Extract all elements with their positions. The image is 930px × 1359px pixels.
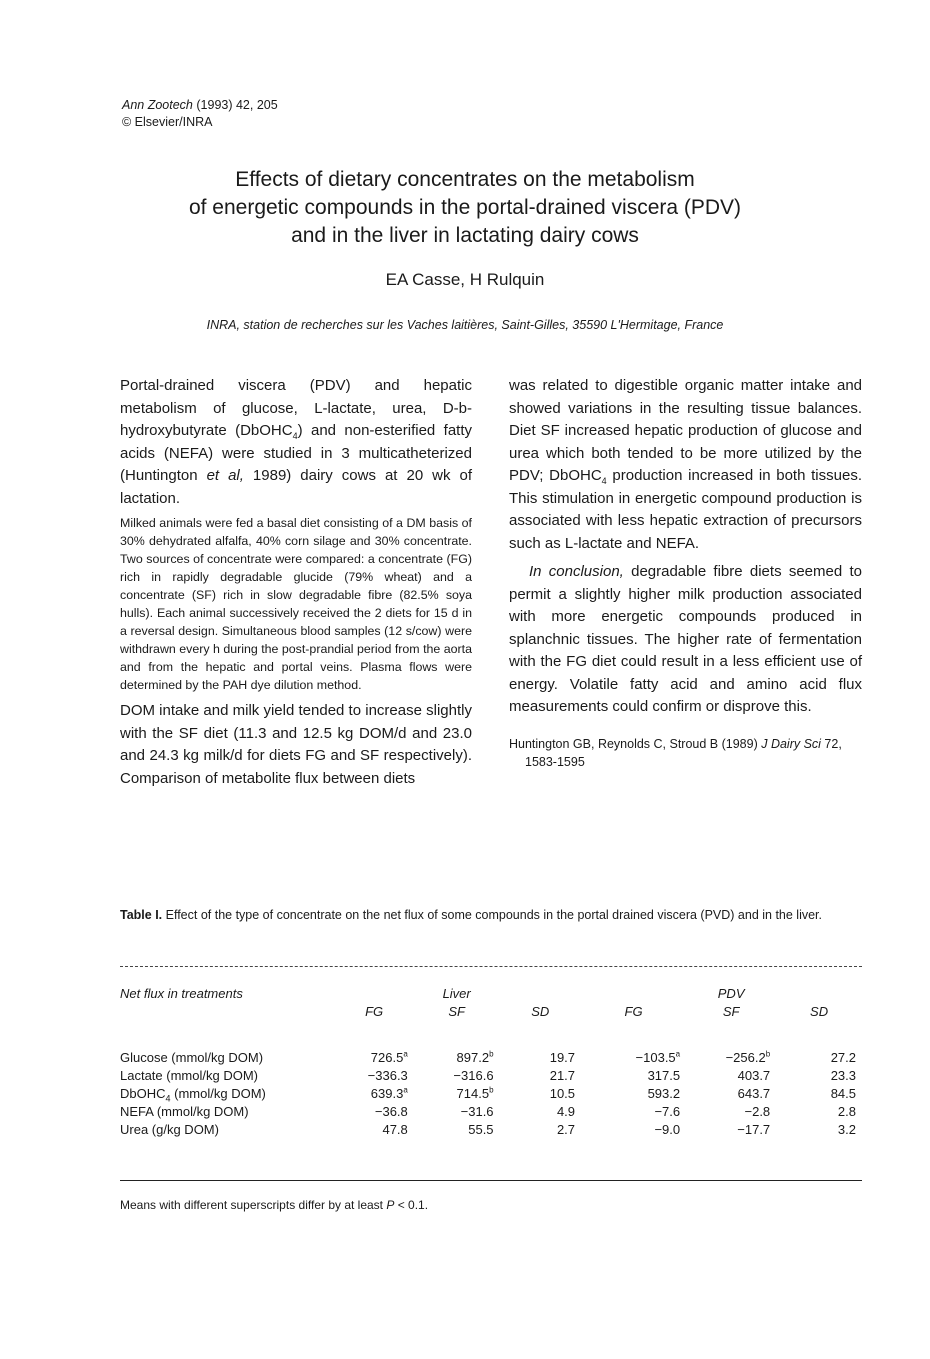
paragraph-methods: Milked animals were fed a basal diet consisting of a DM basis of 30% dehydrated alfalfa, 40% corn silage and 30% concentrate. Two sources of concentrate were compared: a concentrate (FG) rich in rapidly degradable glucide (79% wheat) and a concentrate (SF) rich in slow degradable fibre (82.5% soya hulls). Each animal successively received the 2 diets for 15 d in a reversal design. Simultaneous blood samples (12 s/cow) were withdrawn every h during the post-prandial period from the aorta and from the hepatic and portal veins. Plasma flows were determined by the PAH dye dilution method.	[120, 516, 472, 692]
table-cell: 897.2$^b$	[456, 1049, 494, 1065]
paragraph-results-start: DOM intake and milk yield tended to increase slightly with the SF diet (11.3 and 12.5 kg DOM/d and 23.0 and 24.3 kg milk/d for diets FG and SF respectively). Comparison of metabolite flux between diets	[120, 702, 472, 787]
table-cell: 47.8	[382, 1121, 408, 1137]
conclusion-text: degradable fibre diets seemed to permit a slightly higher milk production associated with more energetic compounds produced in splanchnic tissues. The higher rate of fermentation with the FG diet could result in a less efficient use of energy. Volatile fatty acid and amino acid flux measurements could confirm or disprove this.	[509, 563, 862, 715]
table-bottom-rule	[120, 1180, 862, 1181]
table-cell: −256.2$^b$	[725, 1049, 771, 1065]
table-caption	[120, 906, 850, 924]
row-label: Lactate (mmol/kg DOM)	[120, 1067, 258, 1083]
journal-volume: (1993) 42, 205	[196, 98, 278, 112]
table-caption-label: Table I.	[120, 908, 163, 922]
table-cell: 27.2	[830, 1049, 856, 1065]
table-cell: 726.5$^a$	[370, 1049, 408, 1065]
table-cell: 2.8	[837, 1103, 856, 1119]
table-cell: 4.9	[556, 1103, 576, 1119]
subheader-liver-fg: FG	[365, 1003, 384, 1019]
publisher: © Elsevier/INRA	[122, 115, 213, 129]
left-column	[120, 375, 472, 790]
title-line-1: Effects of dietary concentrates on the metabolism	[235, 168, 695, 191]
group-header-liver: Liver	[442, 985, 471, 1001]
reference-authors: Huntington GB, Reynolds C, Stroud B (1989)	[509, 736, 762, 751]
paragraph-intro	[120, 375, 472, 510]
article-title	[100, 166, 830, 250]
table-cell: 23.3	[830, 1067, 856, 1083]
table-cell: −31.6	[460, 1103, 494, 1119]
table-cell: 10.5	[549, 1085, 576, 1101]
journal-citation	[122, 97, 278, 131]
paragraph-results-cont	[509, 375, 862, 555]
conclusion-lead: In conclusion,	[529, 563, 624, 580]
right-column	[509, 375, 862, 771]
row-label: Urea (g/kg DOM)	[120, 1121, 219, 1137]
subheader-pdv-fg: FG	[624, 1003, 643, 1019]
table-cell: 403.7	[737, 1067, 771, 1083]
table-cell: −9.0	[654, 1121, 681, 1137]
results-text-a: was related to digestible organic matter intake and showed variations in the resulting tissue balances. Diet SF increased hepatic production of glucose and urea which both tended to be more utilized by the PDV; DbOHC	[509, 377, 862, 484]
table-cell: 3.2	[837, 1121, 856, 1137]
table-cell: −7.6	[654, 1103, 681, 1119]
subheader-liver-sd: SD	[531, 1003, 550, 1019]
reference-volume: 72, 1583-1595	[525, 736, 842, 769]
table-cell: −17.7	[737, 1121, 771, 1137]
row-label: DbOHC$_4$ (mmol/kg DOM)	[120, 1085, 266, 1104]
row-label: NEFA (mmol/kg DOM)	[120, 1103, 249, 1119]
table-cell: 714.5$^b$	[456, 1085, 494, 1101]
results-subscript: 4	[601, 476, 607, 486]
table-header-group-row	[120, 984, 862, 1002]
table-cell: 317.5	[647, 1067, 681, 1083]
reference-journal: J Dairy Sci	[761, 736, 821, 751]
table-cell: 2.7	[556, 1121, 576, 1137]
table-cell: −103.5$^a$	[635, 1049, 681, 1065]
table-row	[120, 1066, 862, 1084]
table-cell: 593.2	[647, 1085, 681, 1101]
journal-name: Ann Zootech	[122, 98, 193, 112]
table-cell: −336.3	[367, 1067, 408, 1083]
table-cell: −2.8	[744, 1103, 771, 1119]
title-line-3: and in the liver in lactating dairy cows	[291, 224, 639, 247]
table-row	[120, 1048, 862, 1066]
intro-text-c: 1989) dairy cows at 20 wk of lactation.	[120, 467, 473, 507]
intro-subscript: 4	[292, 431, 298, 441]
table-row	[120, 1120, 862, 1138]
results-text-b: production increased in both tissues. This stimulation in energetic compound production is associated with less hepatic extraction of precursors such as L-lactate and NEFA.	[509, 467, 862, 552]
table-cell: 19.7	[549, 1049, 576, 1065]
intro-text-b: ) and non-esterified fatty acids (NEFA) were studied in 3 multicatheterized (Huntington	[120, 422, 472, 484]
flux-table	[120, 984, 862, 1138]
title-line-2: of energetic compounds in the portal-drained viscera (PDV)	[188, 196, 742, 219]
table-cell: 643.7	[737, 1085, 771, 1101]
table-row	[120, 1102, 862, 1120]
paragraph-conclusion	[509, 561, 862, 719]
table-cell: 639.3$^a$	[370, 1085, 408, 1101]
intro-et-al: et al,	[206, 467, 244, 484]
table-cell: 21.7	[549, 1067, 576, 1083]
subheader-pdv-sd: SD	[810, 1003, 829, 1019]
table-row	[120, 1084, 862, 1102]
row-label: Glucose (mmol/kg DOM)	[120, 1049, 264, 1065]
table-cell: 55.5	[468, 1121, 494, 1137]
table-cell: −36.8	[374, 1103, 408, 1119]
row-label-header: Net flux in treatments	[120, 985, 243, 1001]
authors: EA Casse, H Rulquin	[385, 270, 545, 289]
table-cell: 84.5	[830, 1085, 856, 1101]
table-subheader-row	[120, 1002, 862, 1020]
intro-text-a: Portal-drained viscera (PDV) and hepatic metabolism of glucose, L-lactate, urea, D-b-hydroxybutyrate (DbOHC	[120, 377, 472, 439]
reference-item	[509, 735, 862, 771]
table-caption-text: Effect of the type of concentrate on the net flux of some compounds in the portal drained viscera (PVD) and in the liver.	[162, 908, 823, 922]
group-header-pdv: PDV	[717, 985, 745, 1001]
table-top-rule	[120, 966, 862, 967]
subheader-pdv-sf: SF	[722, 1003, 740, 1019]
table-footnote: Means with different superscripts differ by at least P < 0.1.	[120, 1198, 429, 1212]
table-cell: −316.6	[453, 1067, 494, 1083]
affiliation: INRA, station de recherches sur les Vaches laitières, Saint-Gilles, 35590 L'Hermitage, France	[206, 318, 724, 332]
subheader-liver-sf: SF	[448, 1003, 465, 1019]
